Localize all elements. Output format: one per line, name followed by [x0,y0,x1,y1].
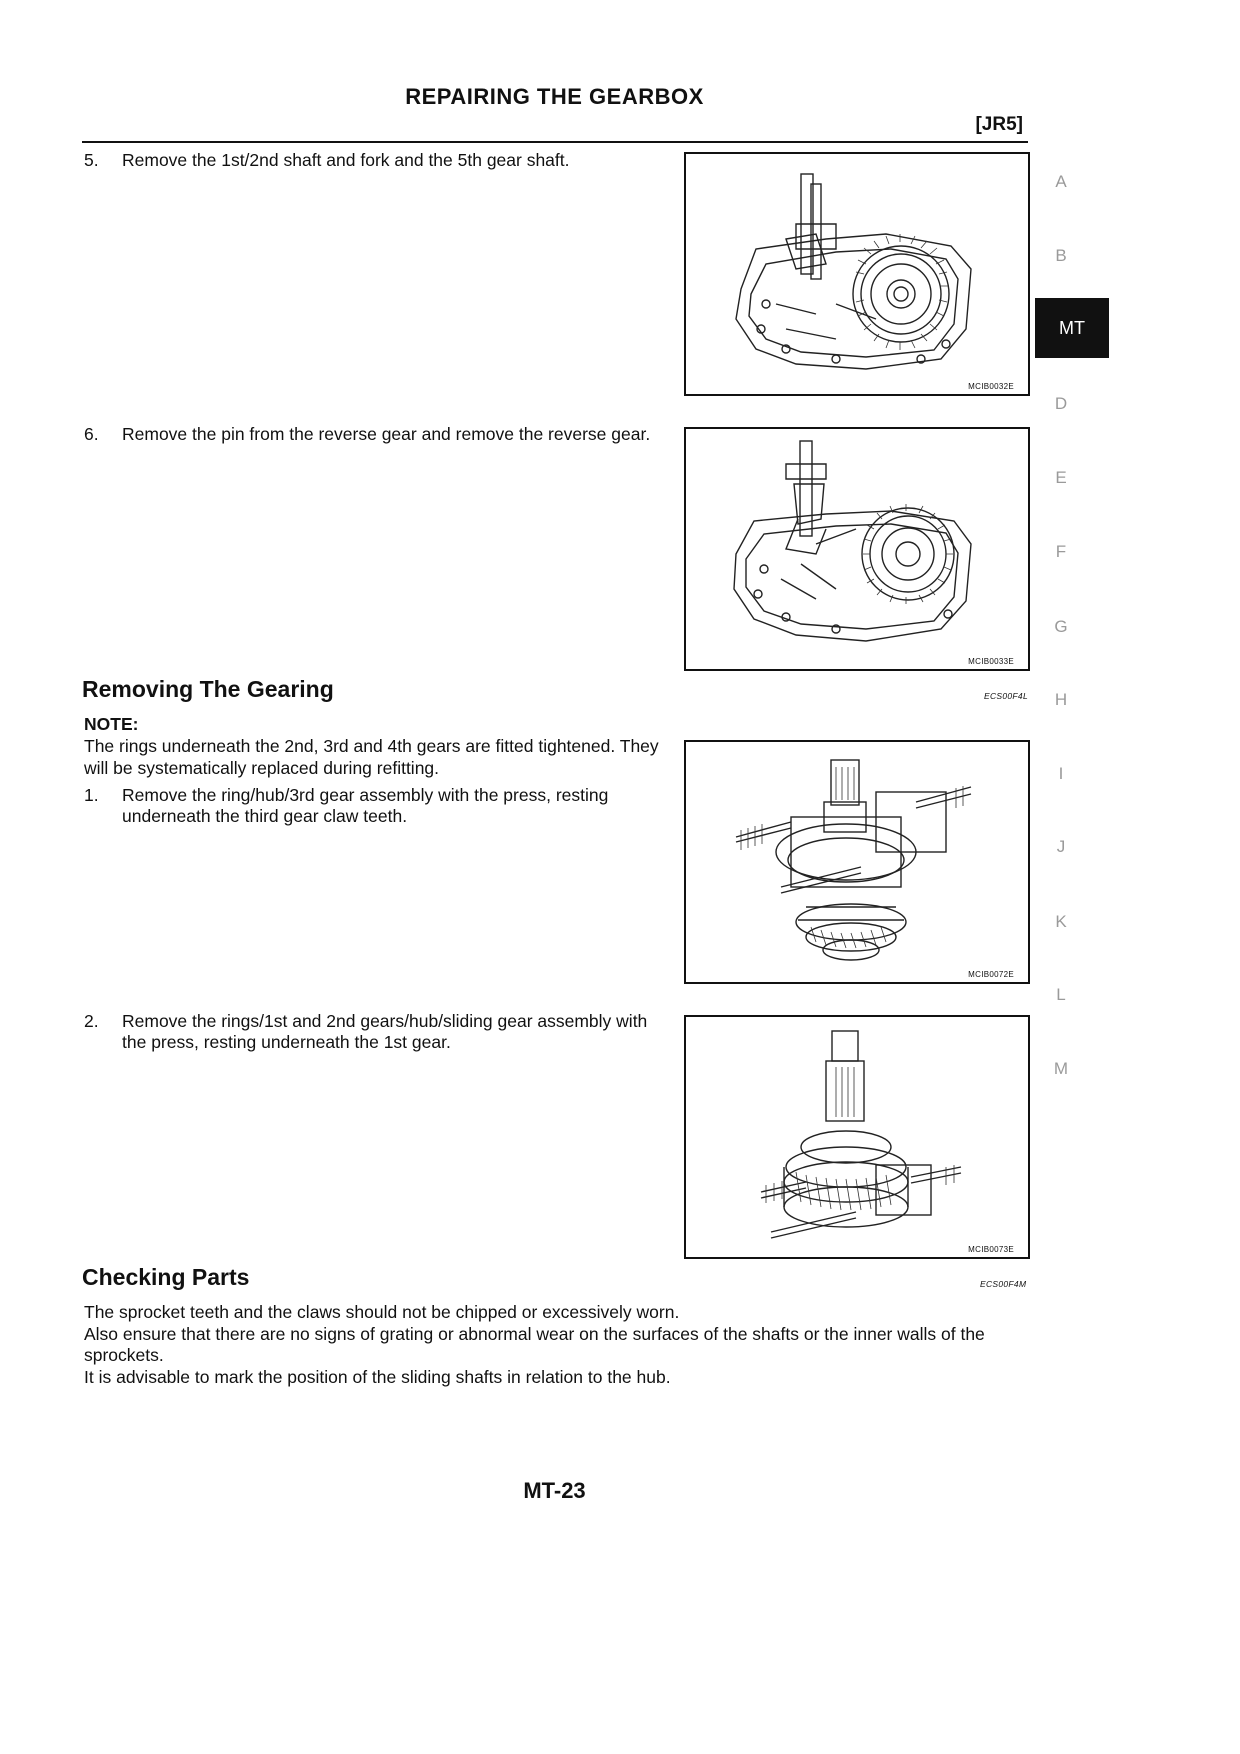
note-text: The rings underneath the 2nd, 3rd and 4th gears are fitted tightened. They will be systematically replaced during refitting. [84,736,659,778]
gear-press-illustration [686,1017,1028,1257]
figure-gearbox-shafts [684,152,1030,396]
side-index-d[interactable]: D [1054,394,1068,413]
page-title: REPAIRING THE GEARBOX [405,84,704,109]
page-number: MT-23 [523,1478,586,1503]
step-text: Remove the ring/hub/3rd gear assembly with the press, resting underneath the third gear claw teeth. [122,785,609,826]
step-item [84,785,674,831]
side-index-j[interactable]: J [1056,837,1066,856]
step-number: 1. [84,785,99,805]
paragraph: Also ensure that there are no signs of grating or abnormal wear on the surfaces of the shafts or the inner walls of the sprockets. [84,1323,985,1365]
side-index-mt-active[interactable]: MT [1035,298,1109,358]
side-index-i[interactable]: I [1058,764,1064,783]
step-item [84,1011,674,1057]
figure-caption: MCIB0033E [968,657,1014,666]
section-code: ECS00F4L [984,691,1028,701]
gearbox-housing-illustration [686,154,1028,394]
side-index-b[interactable]: B [1055,246,1067,265]
header-divider [82,141,1028,143]
figure-first-gear-press [684,1015,1030,1259]
paragraph: It is advisable to mark the position of the sliding shafts in relation to the hub. [84,1366,671,1387]
step-item [84,424,674,470]
gearbox-housing-illustration [686,429,1028,669]
side-index-k[interactable]: K [1055,912,1067,931]
side-index-g[interactable]: G [1054,617,1068,636]
side-index-e[interactable]: E [1055,468,1067,487]
section-heading-checking-parts: Checking Parts [82,1264,250,1290]
section-heading-removing-gearing: Removing The Gearing [82,676,334,702]
side-index-h[interactable]: H [1054,690,1068,709]
side-index-f[interactable]: F [1055,542,1067,561]
figure-caption: MCIB0032E [968,382,1014,391]
step-number: 6. [84,424,99,444]
side-index-a[interactable]: A [1055,172,1067,191]
step-text: Remove the 1st/2nd shaft and fork and the 5th gear shaft. [122,150,570,170]
side-index-m[interactable]: M [1053,1059,1069,1078]
checking-parts-body [84,1302,1034,1388]
step-text: Remove the rings/1st and 2nd gears/hub/sliding gear assembly with the press, resting underneath the 1st gear. [122,1011,648,1052]
figure-third-gear-press [684,740,1030,984]
gear-press-illustration [686,742,1028,982]
model-code: [JR5] [975,114,1023,135]
step-text: Remove the pin from the reverse gear and remove the reverse gear. [122,424,651,444]
figure-caption: MCIB0072E [968,970,1014,979]
step-number: 2. [84,1011,99,1031]
side-index-l[interactable]: L [1056,985,1066,1004]
step-number: 5. [84,150,99,170]
figure-caption: MCIB0073E [968,1245,1014,1254]
note-label: NOTE: [84,714,139,734]
paragraph: The sprocket teeth and the claws should not be chipped or excessively worn. [84,1302,680,1322]
figure-reverse-gear [684,427,1030,671]
section-code: ECS00F4M [980,1279,1027,1289]
step-item [84,150,674,174]
